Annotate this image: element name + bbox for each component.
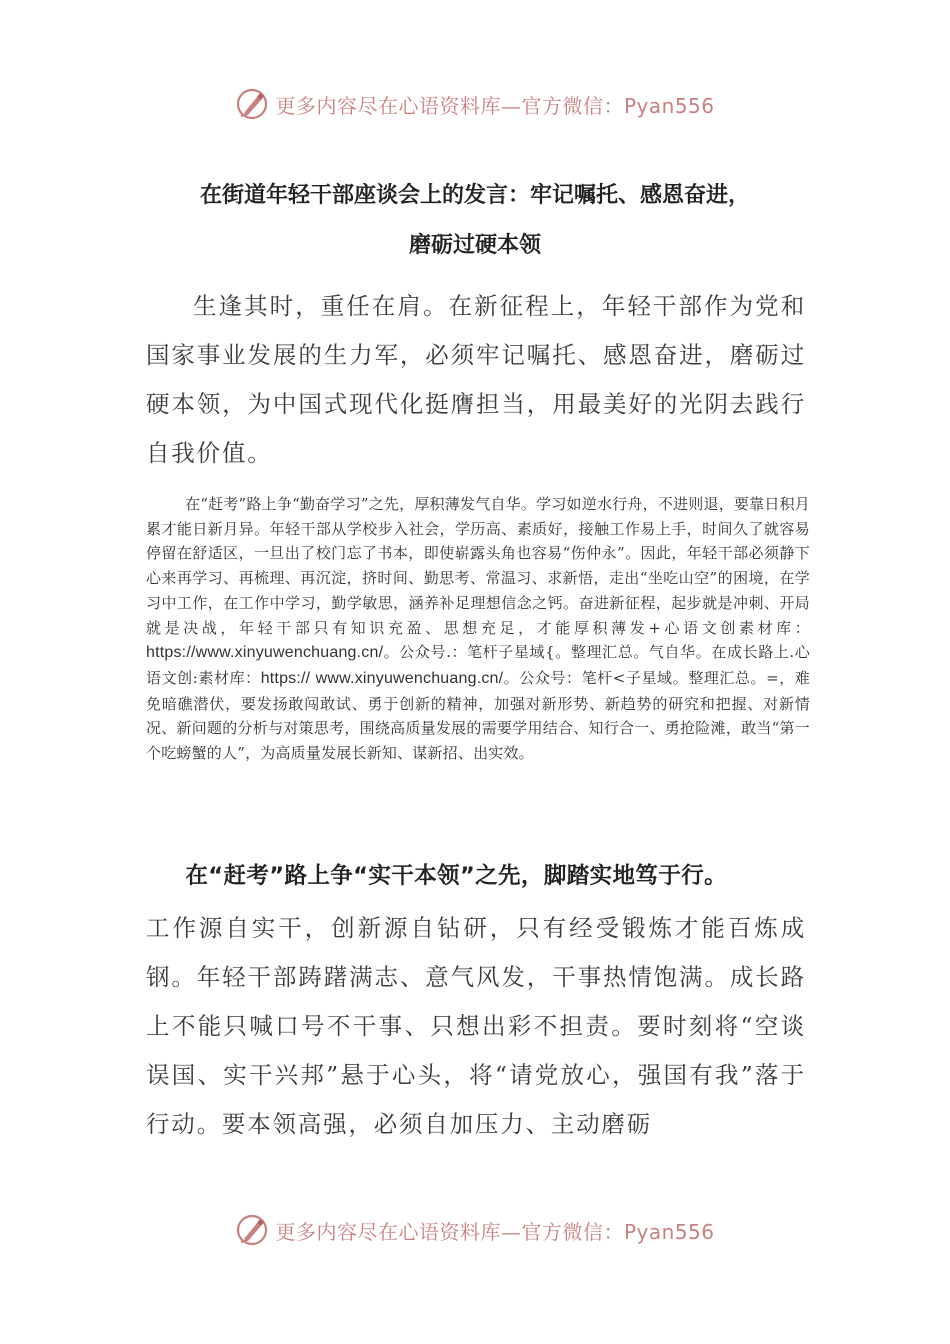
section-1-paragraph xyxy=(146,492,810,766)
header-watermark-banner xyxy=(0,84,950,124)
pen-nib-icon xyxy=(235,87,269,121)
document-title-line-1: 在街道年轻干部座谈会上的发言：牢记嘱托、感恩奋进， xyxy=(199,183,750,208)
section-2-heading: 在“赶考”路上争“实干本领”之先，脚踏实地笃于行。 xyxy=(185,863,728,889)
pen-nib-icon xyxy=(235,1213,269,1247)
section-2-paragraph: 工作源自实干，创新源自钻研，只有经受锻炼才能百炼成钢。年轻干部踌躇满志、意气风发，干事热情饱满。成长路上不能只喊口号不干事、只想出彩不担责。要时刻将“空谈误国、实干兴邦”悬于心头，将“请党放心，强国有我”落于行动。要本领高强，必须自加压力、主动磨砺 xyxy=(146,914,806,1138)
footer-watermark-banner xyxy=(0,1210,950,1250)
document-title-line-2: 磨砺过硬本领 xyxy=(408,233,541,258)
section-1-text-c: 。公众号：笔杆<子星域。整理汇总。=，难免暗礁潜伏，要发扬敢闯敢试、勇于创新的精神，加强对新形势、新趋势的研究和把握、对新情况、新问题的分析与对策思考，围绕高质量发展的需要学用结合、知行合一、勇抢险滩，敢当“第一个吃螃蟹的人”，为高质量发展长新知、谋新招、出实效。 xyxy=(146,668,811,763)
footer-watermark-text: 更多内容尽在心语资料库—官方微信：Pyan556 xyxy=(275,1219,715,1244)
section-1-text-a: 在“赶考”路上争“勤奋学习”之先，厚积薄发气自华。学习如逆水行舟，不进则退，要靠日积月累才能日新月异。年轻干部从学校步入社会，学历高、素质好，接触工作易上手，时间久了就容易停留在舒适区，一旦出了校门忘了书本，即使崭露头角也容易“伤仲永”。因此，年轻干部必须静下心来再学习、再梳理、再沉淀，挤时间、勤思考、常温习、求新悟，走出“坐吃山空”的困境，在学习中工作，在工作中学习，勤学敏思，涵养补足理想信念之钙。奋进新征程，起步就是冲刺、开局就是决战，年轻干部只有知识充盈、思想充足，才能厚积薄发+心语文创素材库： xyxy=(146,495,810,637)
header-watermark-text: 更多内容尽在心语资料库—官方微信：Pyan556 xyxy=(275,93,715,118)
section-1-url-2a: https:// xyxy=(260,669,311,687)
section-1-text-b: 。公众号.：笔杆子星域{。整理汇总。气自华。在成长路上.心语文创:素材库： xyxy=(146,643,810,687)
intro-paragraph: 生逢其时，重任在肩。在新征程上，年轻干部作为党和国家事业发展的生力军，必须牢记嘱托、感恩奋进，磨砺过硬本领，为中国式现代化挺膺担当，用最美好的光阴去践行自我价值。 xyxy=(146,292,806,467)
section-1-url-1: https://www.xinyuwenchuang.cn/ xyxy=(146,644,384,662)
section-1-url-2b: www.xinyuwenchuang.cn/ xyxy=(315,669,504,687)
